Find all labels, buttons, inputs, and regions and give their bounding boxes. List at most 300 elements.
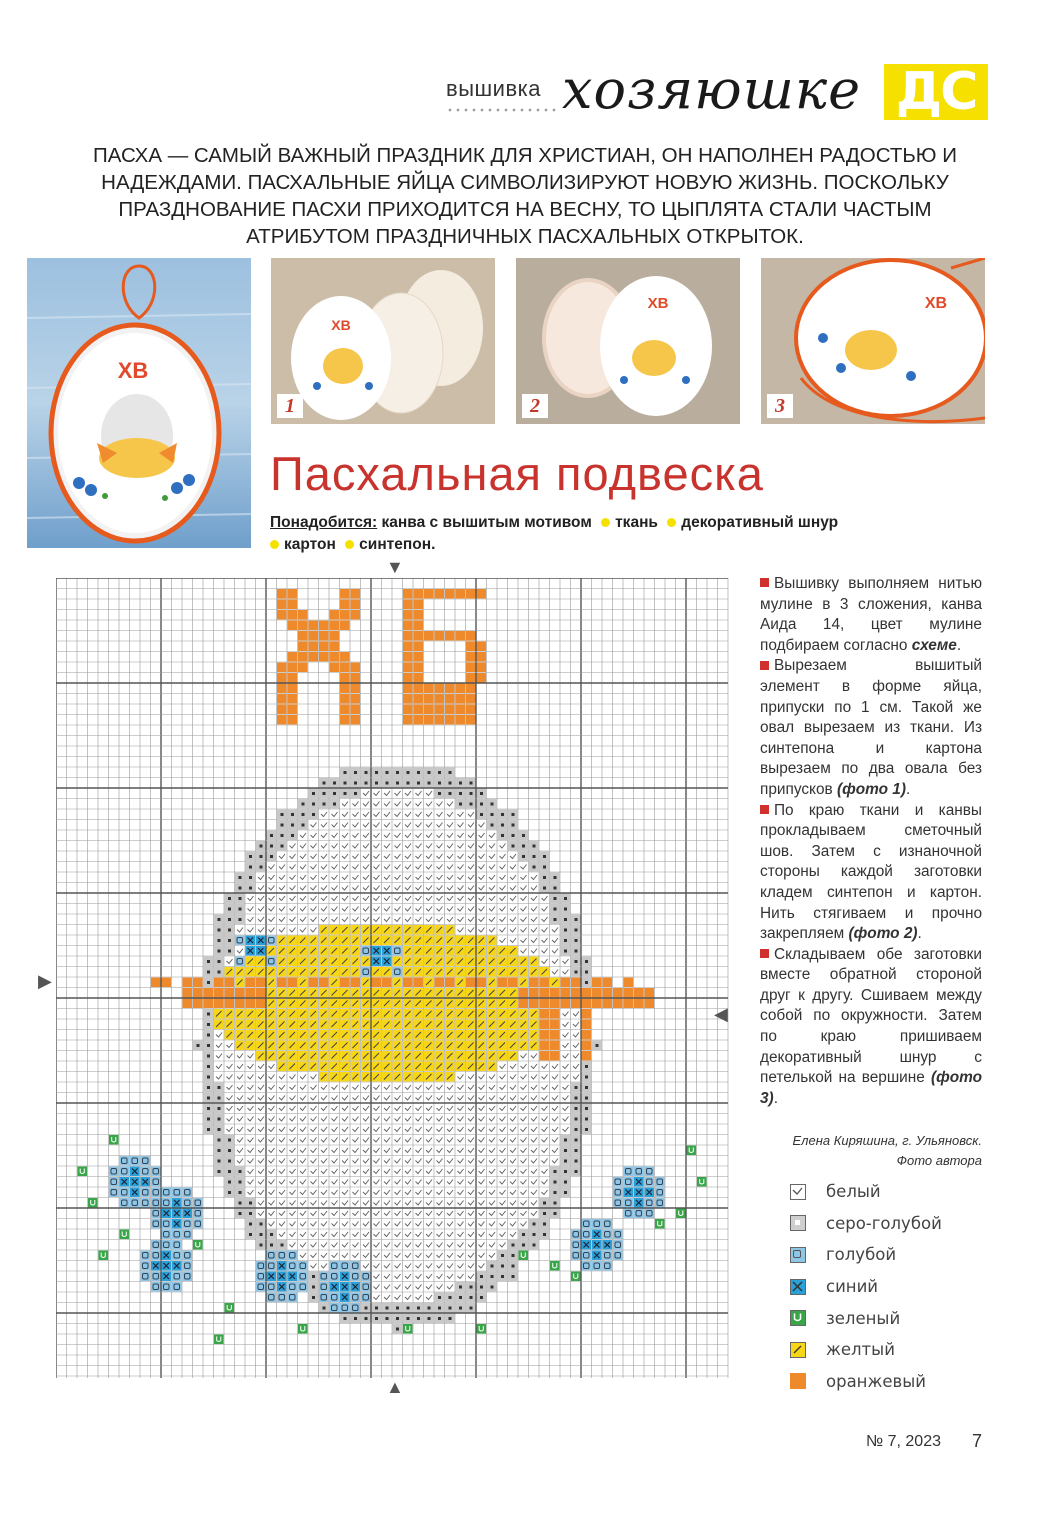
- stitch-cell: [582, 1261, 592, 1271]
- stitch-cell: [256, 1051, 266, 1061]
- stitch-cell: [435, 1051, 445, 1061]
- stitch-cell: [403, 1188, 413, 1198]
- stitch-cell: [466, 789, 476, 799]
- stitch-cell: [382, 810, 392, 820]
- stitch-cell: [519, 831, 529, 841]
- stitch-cell: [277, 1009, 287, 1019]
- stitch-cell: [340, 1009, 350, 1019]
- stitch-cell: [382, 1125, 392, 1135]
- stitch-cell: [414, 967, 424, 977]
- stitch-cell: [340, 600, 350, 610]
- stitch-cell: [508, 1083, 518, 1093]
- stitch-cell: [456, 883, 466, 893]
- stitch-cell: [361, 1125, 371, 1135]
- stitch-cell: [487, 1230, 497, 1240]
- stitch-cell: [319, 999, 329, 1009]
- stitch-cell: [298, 610, 308, 620]
- stitch-cell: [393, 1146, 403, 1156]
- stitch-cell: [424, 1146, 434, 1156]
- stitch-cell: [403, 642, 413, 652]
- stitch-cell: [624, 978, 634, 988]
- stitch-cell: [445, 957, 455, 967]
- stitch-cell: [529, 925, 539, 935]
- stitch-cell: [456, 631, 466, 641]
- stitch-cell: [540, 873, 550, 883]
- stitch-cell: [519, 894, 529, 904]
- stitch-cell: [214, 1020, 224, 1030]
- stitch-cell: [550, 1104, 560, 1114]
- stitch-cell: [298, 1240, 308, 1250]
- stitch-cell: [235, 1030, 245, 1040]
- stitch-cell: [340, 1251, 350, 1261]
- stitch-cell: [403, 1198, 413, 1208]
- stitch-cell: [214, 1156, 224, 1166]
- stitch-cell: [340, 1282, 350, 1292]
- stitch-cell: [477, 1167, 487, 1177]
- square-bullet-icon: [760, 661, 769, 670]
- stitch-cell: [456, 1251, 466, 1261]
- stitch-cell: [277, 1030, 287, 1040]
- stitch-cell: [309, 862, 319, 872]
- stitch-cell: [288, 663, 298, 673]
- stitch-cell: [466, 1167, 476, 1177]
- magazine-title: хозяюшке: [562, 58, 862, 121]
- stitch-cell: [435, 1314, 445, 1324]
- stitch-cell: [319, 820, 329, 830]
- stitch-cell: [351, 957, 361, 967]
- stitch-cell: [456, 1188, 466, 1198]
- stitch-cell: [372, 1177, 382, 1187]
- stitch-cell: [172, 1209, 182, 1219]
- stitch-cell: [288, 999, 298, 1009]
- stitch-cell: [435, 631, 445, 641]
- stitch-cell: [256, 1135, 266, 1145]
- stitch-cell: [382, 967, 392, 977]
- stitch-cell: [277, 673, 287, 683]
- stitch-cell: [256, 1198, 266, 1208]
- stitch-cell: [424, 778, 434, 788]
- stitch-cell: [445, 1198, 455, 1208]
- stitch-cell: [487, 1062, 497, 1072]
- stitch-cell: [466, 820, 476, 830]
- stitch-cell: [340, 1177, 350, 1187]
- stitch-cell: [540, 1072, 550, 1082]
- stitch-cell: [267, 1240, 277, 1250]
- stitch-cell: [246, 1198, 256, 1208]
- stitch-cell: [277, 1198, 287, 1208]
- stitch-cell: [498, 841, 508, 851]
- stitch-cell: [319, 831, 329, 841]
- stitch-cell: [256, 1062, 266, 1072]
- stitch-cell: [225, 1156, 235, 1166]
- stitch-cell: [550, 1209, 560, 1219]
- stitch-cell: [403, 841, 413, 851]
- stitch-cell: [571, 1062, 581, 1072]
- stitch-cell: [267, 1209, 277, 1219]
- stitch-cell: [498, 1251, 508, 1261]
- stitch-cell: [414, 1041, 424, 1051]
- stitch-cell: [508, 883, 518, 893]
- stitch-cell: [529, 1083, 539, 1093]
- stitch-cell: [351, 925, 361, 935]
- stitch-cell: [361, 999, 371, 1009]
- stitch-cell: [582, 1041, 592, 1051]
- stitch-cell: [561, 1146, 571, 1156]
- stitch-cell: [288, 967, 298, 977]
- stitch-cell: [256, 1114, 266, 1124]
- stitch-cell: [519, 999, 529, 1009]
- stitch-cell: [162, 1198, 172, 1208]
- stitch-cell: [330, 904, 340, 914]
- stitch-cell: [256, 1209, 266, 1219]
- stitch-cell: [319, 1146, 329, 1156]
- stitch-cell: [477, 589, 487, 599]
- stitch-cell: [697, 1177, 707, 1187]
- stitch-cell: [277, 1114, 287, 1124]
- stitch-cell: [351, 810, 361, 820]
- stitch-cell: [298, 904, 308, 914]
- stitch-cell: [120, 1230, 130, 1240]
- stitch-cell: [351, 1198, 361, 1208]
- stitch-cell: [424, 1314, 434, 1324]
- stitch-cell: [393, 999, 403, 1009]
- stitch-cell: [372, 915, 382, 925]
- stitch-cell: [309, 894, 319, 904]
- stitch-cell: [540, 1135, 550, 1145]
- stitch-cell: [466, 673, 476, 683]
- stitch-cell: [340, 936, 350, 946]
- stitch-cell: [477, 873, 487, 883]
- stitch-cell: [456, 1209, 466, 1219]
- stitch-cell: [393, 883, 403, 893]
- photo-2-letters: ХВ: [647, 295, 669, 312]
- stitch-cell: [456, 946, 466, 956]
- stitch-cell: [172, 1251, 182, 1261]
- stitch-cell: [393, 1093, 403, 1103]
- stitch-cell: [130, 1156, 140, 1166]
- stitch-cell: [319, 925, 329, 935]
- stitch-cell: [351, 1209, 361, 1219]
- stitch-cell: [435, 1282, 445, 1292]
- stitch-cell: [298, 915, 308, 925]
- stitch-cell: [309, 1167, 319, 1177]
- center-arrow-bottom-icon: ▲: [386, 1377, 404, 1397]
- stitch-cell: [288, 915, 298, 925]
- stitch-cell: [361, 1293, 371, 1303]
- stitch-cell: [466, 967, 476, 977]
- stitch-cell: [340, 852, 350, 862]
- stitch-cell: [403, 883, 413, 893]
- stitch-cell: [414, 694, 424, 704]
- stitch-cell: [288, 1272, 298, 1282]
- stitch-cell: [361, 1230, 371, 1240]
- stitch-cell: [309, 1272, 319, 1282]
- stitch-cell: [288, 873, 298, 883]
- stitch-cell: [330, 1209, 340, 1219]
- stitch-cell: [267, 1093, 277, 1103]
- stitch-cell: [309, 1135, 319, 1145]
- stitch-cell: [256, 841, 266, 851]
- stitch-cell: [456, 1020, 466, 1030]
- stitch-cell: [330, 999, 340, 1009]
- stitch-cell: [435, 1230, 445, 1240]
- stitch-cell: [319, 642, 329, 652]
- stitch-cell: [414, 1293, 424, 1303]
- stitch-cell: [204, 1051, 214, 1061]
- stitch-cell: [414, 1230, 424, 1240]
- stitch-cell: [130, 1167, 140, 1177]
- stitch-cell: [508, 1104, 518, 1114]
- stitch-cell: [435, 799, 445, 809]
- stitch-cell: [445, 1240, 455, 1250]
- stitch-cell: [519, 862, 529, 872]
- stitch-cell: [277, 1020, 287, 1030]
- stitch-cell: [414, 820, 424, 830]
- stitch-cell: [361, 988, 371, 998]
- stitch-cell: [424, 1062, 434, 1072]
- bullet-icon: [345, 540, 354, 549]
- stitch-cell: [487, 820, 497, 830]
- stitch-cell: [235, 873, 245, 883]
- stitch-cell: [634, 1188, 644, 1198]
- stitch-cell: [540, 1198, 550, 1208]
- stitch-cell: [403, 904, 413, 914]
- stitch-cell: [277, 925, 287, 935]
- stitch-cell: [277, 810, 287, 820]
- stitch-cell: [298, 799, 308, 809]
- stitch-cell: [361, 1135, 371, 1145]
- stitch-cell: [130, 1188, 140, 1198]
- stitch-cell: [550, 1188, 560, 1198]
- stitch-cell: [445, 1209, 455, 1219]
- stitch-cell: [424, 1198, 434, 1208]
- stitch-cell: [403, 894, 413, 904]
- stitch-cell: [550, 894, 560, 904]
- stitch-cell: [319, 1072, 329, 1082]
- stitch-cell: [456, 589, 466, 599]
- stitch-cell: [498, 1030, 508, 1040]
- stitch-cell: [645, 1209, 655, 1219]
- stitch-cell: [529, 1188, 539, 1198]
- stitch-cell: [603, 1251, 613, 1261]
- stitch-cell: [445, 694, 455, 704]
- stitch-cell: [298, 1251, 308, 1261]
- stitch-cell: [435, 1135, 445, 1145]
- stitch-cell: [561, 946, 571, 956]
- stitch-cell: [319, 1167, 329, 1177]
- stitch-cell: [256, 1167, 266, 1177]
- intro-text: ПАСХА — САМЫЙ ВАЖНЫЙ ПРАЗДНИК ДЛЯ ХРИСТИАН, ОН НАПОЛНЕН РАДОСТЬЮ И НАДЕЖДАМИ. ПАСХАЛЬНЫЕ ЯЙЦА СИМВОЛИЗИРУЮТ НОВУЮ ЖИЗНЬ. ПОСКОЛЬКУ ПРАЗДНОВАНИЕ ПАСХИ ПРИХОДИТСЯ НА ВЕСНУ, ТО ЦЫПЛЯТА СТАЛИ ЧАСТЫМ АТРИБУТОМ ПРАЗДНИЧНЫХ ПАСХАЛЬНЫХ ОТКРЫТОК.: [93, 144, 957, 248]
- stitch-cell: [414, 600, 424, 610]
- stitch-cell: [403, 820, 413, 830]
- stitch-cell: [256, 1240, 266, 1250]
- stitch-cell: [309, 1219, 319, 1229]
- stitch-cell: [382, 820, 392, 830]
- stitch-cell: [372, 1114, 382, 1124]
- stitch-cell: [529, 988, 539, 998]
- stitch-cell: [277, 978, 287, 988]
- stitch-cell: [393, 799, 403, 809]
- stitch-cell: [393, 1072, 403, 1082]
- stitch-cell: [424, 1072, 434, 1082]
- stitch-cell: [508, 1009, 518, 1019]
- stitch-cell: [466, 894, 476, 904]
- stitch-cell: [330, 967, 340, 977]
- stitch-cell: [603, 1230, 613, 1240]
- stitch-cell: [508, 1167, 518, 1177]
- stitch-cell: [519, 1125, 529, 1135]
- stitch-cell: [498, 894, 508, 904]
- stitch-cell: [319, 873, 329, 883]
- stitch-cell: [456, 1230, 466, 1240]
- stitch-cell: [372, 1009, 382, 1019]
- stitch-cell: [214, 936, 224, 946]
- stitch-cell: [319, 988, 329, 998]
- stitch-cell: [151, 978, 161, 988]
- stitch-cell: [319, 862, 329, 872]
- stitch-cell: [466, 1188, 476, 1198]
- stitch-cell: [330, 1282, 340, 1292]
- stitch-cell: [487, 1041, 497, 1051]
- stitch-cell: [519, 1146, 529, 1156]
- stitch-cell: [414, 1051, 424, 1061]
- stitch-cell: [340, 1314, 350, 1324]
- stitch-cell: [151, 1188, 161, 1198]
- stitch-cell: [340, 810, 350, 820]
- stitch-cell: [351, 789, 361, 799]
- stitch-cell: [319, 1219, 329, 1229]
- stitch-cell: [456, 1198, 466, 1208]
- stitch-cell: [225, 1303, 235, 1313]
- stitch-cell: [162, 1188, 172, 1198]
- stitch-cell: [319, 1282, 329, 1292]
- stitch-cell: [403, 705, 413, 715]
- stitch-cell: [519, 1051, 529, 1061]
- stitch-cell: [235, 1198, 245, 1208]
- stitch-cell: [676, 1209, 686, 1219]
- stitch-cell: [361, 831, 371, 841]
- stitch-cell: [424, 841, 434, 851]
- stitch-cell: [519, 1114, 529, 1124]
- stitch-cell: [529, 1219, 539, 1229]
- stitch-cell: [435, 810, 445, 820]
- square-bullet-icon: [760, 805, 769, 814]
- stitch-cell: [298, 1272, 308, 1282]
- stitch-cell: [298, 1030, 308, 1040]
- stitch-cell: [414, 1030, 424, 1040]
- material-item: синтепон.: [359, 536, 436, 553]
- stitch-cell: [340, 883, 350, 893]
- stitch-cell: [351, 1167, 361, 1177]
- stitch-cell: [498, 810, 508, 820]
- stitch-cell: [225, 1135, 235, 1145]
- stitch-cell: [309, 1293, 319, 1303]
- stitch-cell: [214, 999, 224, 1009]
- stitch-cell: [298, 1051, 308, 1061]
- cross-stitch-chart: [56, 578, 731, 1383]
- stitch-cell: [487, 988, 497, 998]
- stitch-cell: [571, 999, 581, 1009]
- stitch-cell: [214, 1041, 224, 1051]
- stitch-cell: [508, 1230, 518, 1240]
- stitch-cell: [288, 1020, 298, 1030]
- stitch-cell: [214, 1030, 224, 1040]
- stitch-cell: [477, 967, 487, 977]
- stitch-cell: [477, 894, 487, 904]
- stitch-cell: [435, 852, 445, 862]
- stitch-cell: [445, 936, 455, 946]
- stitch-cell: [571, 957, 581, 967]
- stitch-cell: [351, 1051, 361, 1061]
- stitch-cell: [403, 799, 413, 809]
- stitch-cell: [372, 1251, 382, 1261]
- stitch-cell: [540, 894, 550, 904]
- stitch-cell: [550, 957, 560, 967]
- stitch-cell: [372, 1303, 382, 1313]
- stitch-cell: [330, 1009, 340, 1019]
- stitch-cell: [288, 936, 298, 946]
- stitch-cell: [372, 1314, 382, 1324]
- stitch-cell: [330, 873, 340, 883]
- stitch-cell: [456, 1083, 466, 1093]
- stitch-cell: [351, 852, 361, 862]
- stitch-cell: [340, 1293, 350, 1303]
- stitch-cell: [361, 1156, 371, 1166]
- stitch-cell: [393, 925, 403, 935]
- stitch-cell: [466, 778, 476, 788]
- stitch-cell: [414, 1009, 424, 1019]
- stitch-cell: [582, 1104, 592, 1114]
- stitch-cell: [445, 768, 455, 778]
- stitch-cell: [340, 1156, 350, 1166]
- stitch-cell: [414, 1282, 424, 1292]
- stitch-cell: [466, 1104, 476, 1114]
- stitch-cell: [435, 705, 445, 715]
- stitch-cell: [351, 589, 361, 599]
- stitch-cell: [319, 789, 329, 799]
- stitch-cell: [456, 925, 466, 935]
- stitch-cell: [445, 894, 455, 904]
- stitch-cell: [288, 621, 298, 631]
- stitch-cell: [487, 1198, 497, 1208]
- stitch-cell: [414, 1114, 424, 1124]
- stitch-cell: [319, 1293, 329, 1303]
- stitch-cell: [508, 1020, 518, 1030]
- stitch-cell: [487, 1104, 497, 1114]
- stitch-cell: [309, 988, 319, 998]
- stitch-cell: [529, 1146, 539, 1156]
- stitch-cell: [487, 1188, 497, 1198]
- stitch-cell: [183, 1209, 193, 1219]
- step-number-3: 3: [767, 394, 793, 418]
- stitch-cell: [256, 883, 266, 893]
- stitch-cell: [109, 1135, 119, 1145]
- stitch-cell: [540, 852, 550, 862]
- issue-number: № 7, 2023: [866, 1433, 941, 1450]
- stitch-cell: [550, 1041, 560, 1051]
- stitch-cell: [466, 1009, 476, 1019]
- stitch-cell: [277, 1041, 287, 1051]
- stitch-cell: [277, 999, 287, 1009]
- stitch-cell: [267, 1272, 277, 1282]
- stitch-cell: [508, 1125, 518, 1135]
- stitch-cell: [235, 1020, 245, 1030]
- stitch-cell: [277, 1135, 287, 1145]
- stitch-cell: [456, 705, 466, 715]
- stitch-cell: [487, 1209, 497, 1219]
- stitch-cell: [582, 1009, 592, 1019]
- center-arrow-left-icon: ▶: [38, 971, 52, 991]
